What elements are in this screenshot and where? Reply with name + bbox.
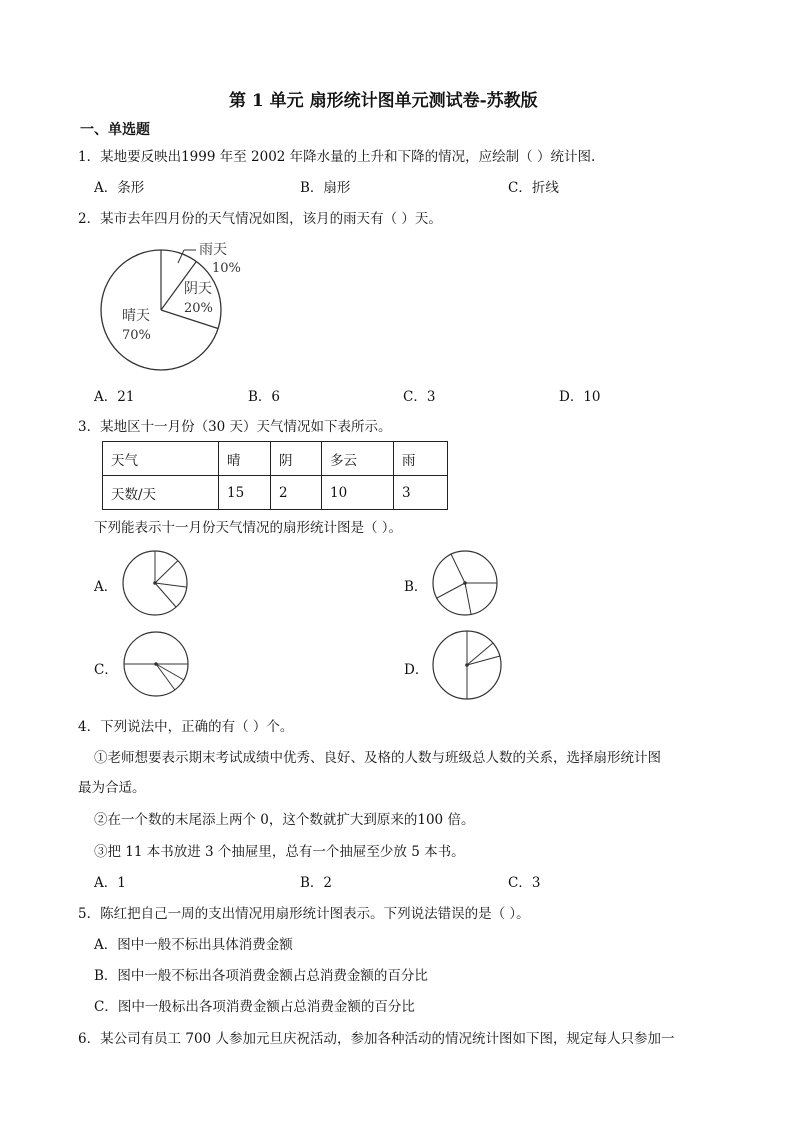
table-cell: 阴 — [271, 442, 322, 476]
question-2-stem: 2．某市去年四月份的天气情况如图，该月的雨天有（ ）天。 — [78, 211, 442, 227]
question-3-option-c[interactable]: C． — [94, 662, 118, 678]
rain-percent: 10% — [212, 261, 241, 276]
table-cell: 天数/天 — [103, 476, 219, 510]
question-5-option-b[interactable]: B．图中一般不标出各项消费金额占总消费金额的百分比 — [94, 968, 428, 984]
question-5-option-a[interactable]: A．图中一般不标出具体消费金额 — [94, 937, 293, 953]
question-3-stem: 3．某地区十一月份（30 天）天气情况如下表所示。 — [78, 419, 392, 435]
question-4-statement-1-cont: 最为合适。 — [78, 780, 146, 796]
rain-label: 雨天 — [199, 242, 227, 258]
weather-table — [102, 441, 448, 510]
table-cell: 多云 — [322, 442, 394, 476]
question-4-statement-3: ③把 11 本书放进 3 个抽屉里，总有一个抽屉至少放 5 本书。 — [94, 844, 465, 860]
option-a-pie-icon[interactable] — [120, 548, 190, 618]
question-4-statement-1: ①老师想要表示期末考试成绩中优秀、良好、及格的人数与班级总人数的关系，选择扇形统计图 — [94, 750, 661, 766]
question-4-statement-2: ②在一个数的末尾添上两个 0，这个数就扩大到原来的100 倍。 — [94, 812, 475, 828]
question-4-stem: 4．下列说法中，正确的有（ ）个。 — [78, 719, 294, 735]
sunny-percent: 70% — [122, 328, 151, 343]
question-4-option-a[interactable]: A．1 — [94, 875, 126, 891]
question-3-option-a[interactable]: A． — [94, 579, 118, 595]
table-cell: 天气 — [103, 442, 219, 476]
table-cell: 2 — [271, 476, 322, 510]
question-6-stem: 6．某公司有员工 700 人参加元旦庆祝活动，参加各种活动的情况统计图如下图，规定每人只参加一 — [78, 1031, 675, 1047]
question-3-prompt: 下列能表示十一月份天气情况的扇形统计图是（ ）。 — [94, 520, 403, 536]
cloudy-label: 阴天 — [184, 281, 212, 297]
question-2-option-d[interactable]: D．10 — [559, 389, 601, 405]
option-b-pie-icon[interactable] — [429, 548, 501, 618]
question-5-stem: 5．陈红把自己一周的支出情况用扇形统计图表示。下列说法错误的是（ ）。 — [78, 906, 530, 922]
table-cell: 15 — [219, 476, 271, 510]
rain-leader-line — [178, 250, 184, 263]
option-c-pie-icon[interactable] — [120, 629, 192, 699]
question-3-option-b[interactable]: B． — [404, 579, 428, 595]
weather-pie-chart — [92, 236, 262, 384]
question-3-option-d[interactable]: D． — [404, 662, 429, 678]
table-header-row — [103, 442, 448, 476]
question-1-option-b[interactable]: B．扇形 — [300, 180, 351, 196]
question-1-option-c[interactable]: C．折线 — [508, 180, 559, 196]
table-cell: 3 — [394, 476, 448, 510]
question-4-option-c[interactable]: C．3 — [508, 875, 541, 891]
question-2-option-a[interactable]: A．21 — [94, 389, 135, 405]
table-cell: 雨 — [394, 442, 448, 476]
table-cell: 10 — [322, 476, 394, 510]
page-title: 第 1 单元 扇形统计图单元测试卷-苏教版 — [229, 91, 538, 111]
cloudy-percent: 20% — [184, 301, 213, 316]
question-2-option-b[interactable]: B．6 — [248, 389, 281, 405]
question-2-option-c[interactable]: C．3 — [403, 389, 436, 405]
section-heading: 一、单选题 — [80, 122, 150, 138]
question-1-stem: 1．某地要反映出1999 年至 2002 年降水量的上升和下降的情况，应绘制（ ）统计图. — [78, 149, 596, 165]
question-4-option-b[interactable]: B．2 — [300, 875, 333, 891]
table-row — [103, 476, 448, 510]
sunny-label: 晴天 — [122, 308, 150, 324]
question-1-option-a[interactable]: A．条形 — [94, 180, 145, 196]
question-5-option-c[interactable]: C．图中一般标出各项消费金额占总消费金额的百分比 — [94, 999, 415, 1015]
table-cell: 晴 — [219, 442, 271, 476]
option-d-pie-icon[interactable] — [431, 629, 503, 701]
